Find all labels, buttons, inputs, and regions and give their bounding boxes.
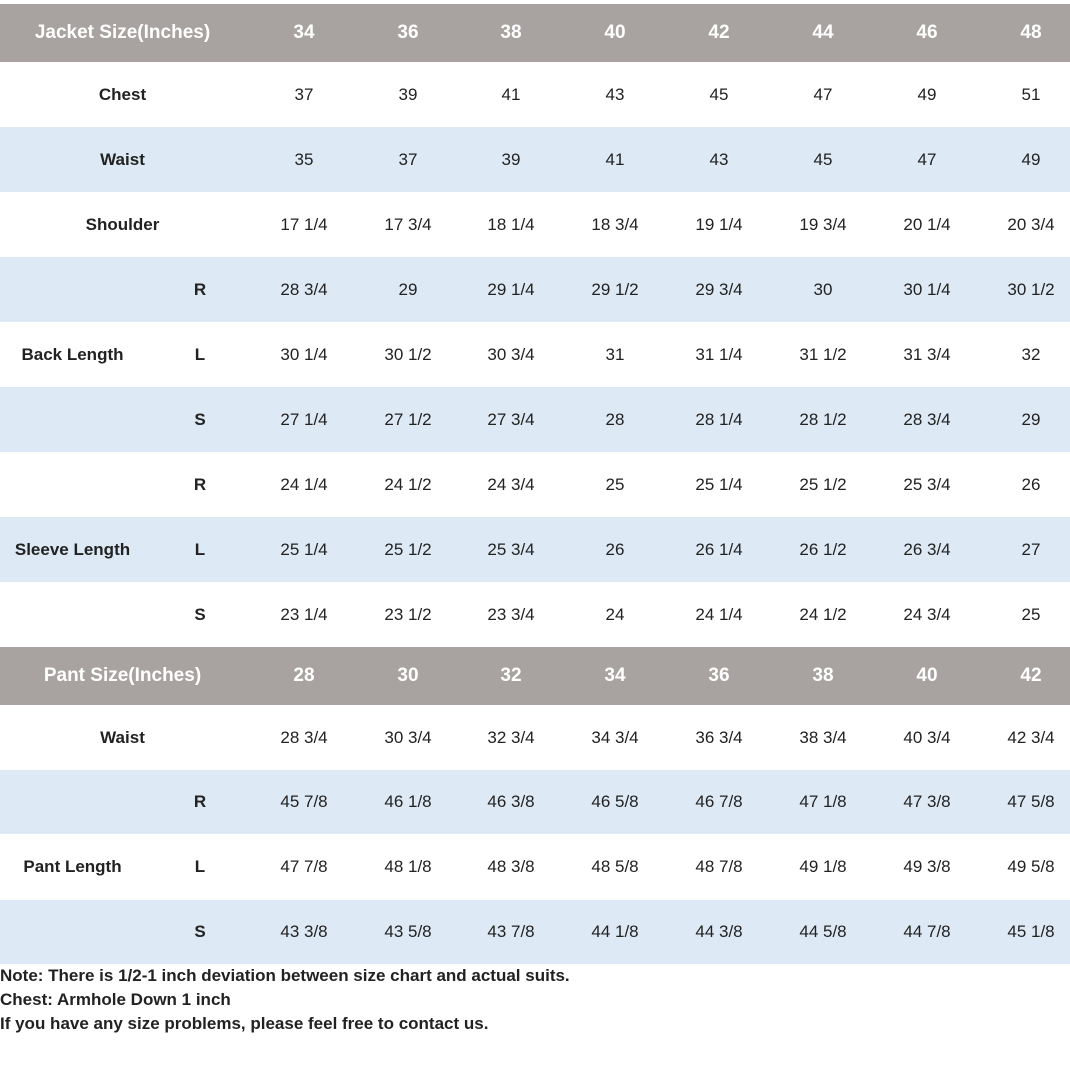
back-length-value-cell: 27 3/4 bbox=[487, 409, 535, 429]
pant-size-cell: 34 bbox=[604, 665, 626, 686]
back-length-value-cell: 30 1/2 bbox=[384, 344, 432, 364]
pant-size-cell: 32 bbox=[500, 665, 522, 686]
pant-length-value-cell: 46 7/8 bbox=[695, 792, 743, 811]
sleeve-length-fit: L bbox=[194, 539, 206, 559]
back-length-row bbox=[0, 322, 1070, 387]
pant-length-value-cell: 46 1/8 bbox=[384, 792, 432, 811]
pant-header-row bbox=[0, 647, 1070, 705]
chest-value-cell: 41 bbox=[501, 84, 521, 104]
pant-size-cell: 30 bbox=[397, 665, 419, 686]
back-length-value-cell: 32 bbox=[1021, 344, 1041, 364]
sleeve-length-value-cell: 26 bbox=[605, 539, 625, 559]
shoulder-value-cell: 19 1/4 bbox=[695, 214, 743, 234]
pant-length-fit: L bbox=[194, 857, 206, 876]
sleeve-length-fit: S bbox=[194, 604, 206, 624]
pant-size-cell: 40 bbox=[916, 665, 938, 686]
jacket-size-cell: 38 bbox=[500, 22, 522, 43]
chest-value-cell: 51 bbox=[1021, 84, 1041, 104]
back-length-value-cell: 27 1/4 bbox=[280, 409, 328, 429]
pant-size-cell: 42 bbox=[1020, 665, 1042, 686]
chest-value-cell: 37 bbox=[294, 84, 314, 104]
back-length-value-cell: 29 3/4 bbox=[695, 279, 743, 299]
shoulder-value-cell: 19 3/4 bbox=[799, 214, 847, 234]
sleeve-length-value-cell: 25 1/4 bbox=[695, 474, 743, 494]
back-length-value-cell: 28 bbox=[605, 409, 625, 429]
pant-waist-value-cell: 30 3/4 bbox=[384, 727, 432, 747]
back-length-value-cell: 29 bbox=[398, 279, 418, 299]
chest-value-cell: 47 bbox=[813, 84, 833, 104]
back-length-value-cell: 31 bbox=[605, 344, 625, 364]
pant-length-row bbox=[0, 770, 1070, 834]
shoulder-value-cell: 18 3/4 bbox=[591, 214, 639, 234]
jacket-size-cell: 42 bbox=[708, 22, 730, 43]
back-length-value-cell: 31 1/4 bbox=[695, 344, 743, 364]
sleeve-length-value-cell: 23 1/4 bbox=[280, 604, 328, 624]
jacket-size-cell: 36 bbox=[397, 22, 419, 43]
pant-length-value-cell: 47 5/8 bbox=[1007, 792, 1055, 811]
pant-length-value-cell: 48 3/8 bbox=[487, 857, 535, 876]
pant-length-value-cell: 47 7/8 bbox=[280, 857, 328, 876]
back-length-value-cell: 30 1/4 bbox=[280, 344, 328, 364]
chest-value-cell: 39 bbox=[398, 84, 418, 104]
pant-length-value-cell: 47 3/8 bbox=[903, 792, 951, 811]
sleeve-length-value-cell: 25 1/2 bbox=[799, 474, 847, 494]
chest-value-cell: 43 bbox=[605, 84, 625, 104]
chest-row bbox=[0, 62, 1070, 127]
sleeve-length-value-cell: 25 1/2 bbox=[384, 539, 432, 559]
note-contact: If you have any size problems, please feel free to contact us. bbox=[0, 1014, 489, 1033]
back-length-value-cell: 29 1/4 bbox=[487, 279, 535, 299]
sleeve-length-row bbox=[0, 517, 1070, 582]
pant-length-value-cell: 48 7/8 bbox=[695, 857, 743, 876]
jacket-waist-value-cell: 39 bbox=[501, 149, 521, 169]
shoulder-value-cell: 17 1/4 bbox=[280, 214, 328, 234]
sleeve-length-value-cell: 24 3/4 bbox=[903, 604, 951, 624]
pant-waist-value-cell: 40 3/4 bbox=[903, 727, 951, 747]
sleeve-length-value-cell: 25 bbox=[605, 474, 625, 494]
pant-length-value-cell: 49 1/8 bbox=[799, 857, 847, 876]
back-length-row bbox=[0, 257, 1070, 322]
pant-size-cell: 38 bbox=[812, 665, 834, 686]
notes bbox=[0, 964, 570, 1036]
sleeve-length-value-cell: 23 3/4 bbox=[487, 604, 535, 624]
pant-size-cell: 36 bbox=[708, 665, 730, 686]
pant-length-row bbox=[0, 835, 1070, 899]
chest-value-cell: 49 bbox=[917, 84, 937, 104]
sleeve-length-value-cell: 26 3/4 bbox=[903, 539, 951, 559]
back-length-value-cell: 28 1/2 bbox=[799, 409, 847, 429]
back-length-value-cell: 31 3/4 bbox=[903, 344, 951, 364]
sleeve-length-value-cell: 25 1/4 bbox=[280, 539, 328, 559]
sleeve-length-value-cell: 25 3/4 bbox=[487, 539, 535, 559]
pant-length-value-cell: 45 1/8 bbox=[1007, 922, 1055, 941]
pant-length-value-cell: 45 7/8 bbox=[280, 792, 328, 811]
sleeve-length-value-cell: 27 bbox=[1021, 539, 1041, 559]
chest-value-cell: 45 bbox=[709, 84, 729, 104]
back-length-label: Back Length bbox=[21, 344, 124, 364]
sleeve-length-value-cell: 25 bbox=[1021, 604, 1041, 624]
back-length-value-cell: 29 1/2 bbox=[591, 279, 639, 299]
sleeve-length-value-cell: 24 1/2 bbox=[384, 474, 432, 494]
jacket-waist-value-cell: 35 bbox=[294, 149, 314, 169]
sleeve-length-value-cell: 26 1/4 bbox=[695, 539, 743, 559]
back-length-value-cell: 30 3/4 bbox=[487, 344, 535, 364]
sleeve-length-value-cell: 25 3/4 bbox=[903, 474, 951, 494]
jacket-waist-value-cell: 49 bbox=[1021, 149, 1041, 169]
pant-length-value-cell: 44 1/8 bbox=[591, 922, 639, 941]
sleeve-length-value-cell: 24 bbox=[605, 604, 625, 624]
pant-length-value-cell: 46 5/8 bbox=[591, 792, 639, 811]
pant-length-value-cell: 48 5/8 bbox=[591, 857, 639, 876]
back-length-value-cell: 30 1/2 bbox=[1007, 279, 1055, 299]
shoulder-value-cell: 20 1/4 bbox=[903, 214, 951, 234]
jacket-waist-value-cell: 37 bbox=[398, 149, 418, 169]
pant-waist-row bbox=[0, 705, 1070, 770]
back-length-value-cell: 28 1/4 bbox=[695, 409, 743, 429]
back-length-value-cell: 28 3/4 bbox=[280, 279, 328, 299]
shoulder-row bbox=[0, 192, 1070, 257]
sleeve-length-fit: R bbox=[193, 474, 207, 494]
pant-waist-value-cell: 36 3/4 bbox=[695, 727, 743, 747]
pant-header-label: Pant Size(Inches) bbox=[43, 665, 202, 686]
pant-waist-value-cell: 32 3/4 bbox=[487, 727, 535, 747]
sleeve-length-value-cell: 23 1/2 bbox=[384, 604, 432, 624]
pant-waist-label: Waist bbox=[100, 727, 145, 747]
jacket-header-label: Jacket Size(Inches) bbox=[34, 22, 211, 43]
jacket-size-cell: 48 bbox=[1020, 22, 1042, 43]
jacket-size-cell: 40 bbox=[604, 22, 626, 43]
jacket-size-cell: 34 bbox=[293, 22, 315, 43]
pant-waist-value-cell: 28 3/4 bbox=[280, 727, 328, 747]
sleeve-length-value-cell: 24 1/4 bbox=[280, 474, 328, 494]
back-length-fit: S bbox=[194, 409, 206, 429]
shoulder-label: Shoulder bbox=[85, 214, 160, 234]
jacket-header-row bbox=[0, 4, 1070, 62]
jacket-waist-value-cell: 41 bbox=[605, 149, 625, 169]
note-chest: Chest: Armhole Down 1 inch bbox=[0, 990, 231, 1009]
pant-length-value-cell: 46 3/8 bbox=[487, 792, 535, 811]
jacket-waist-row bbox=[0, 127, 1070, 192]
chest-label: Chest bbox=[98, 84, 147, 104]
sleeve-length-label: Sleeve Length bbox=[14, 539, 131, 559]
pant-length-value-cell: 43 3/8 bbox=[280, 922, 328, 941]
jacket-waist-value-cell: 47 bbox=[917, 149, 937, 169]
pant-length-row bbox=[0, 900, 1070, 964]
back-length-value-cell: 31 1/2 bbox=[799, 344, 847, 364]
pant-length-value-cell: 44 3/8 bbox=[695, 922, 743, 941]
pant-length-value-cell: 44 5/8 bbox=[799, 922, 847, 941]
pant-length-value-cell: 43 5/8 bbox=[384, 922, 432, 941]
sleeve-length-value-cell: 26 bbox=[1021, 474, 1041, 494]
back-length-value-cell: 30 bbox=[813, 279, 833, 299]
back-length-fit: R bbox=[193, 279, 207, 299]
sleeve-length-value-cell: 26 1/2 bbox=[799, 539, 847, 559]
note-deviation: Note: There is 1/2-1 inch deviation between size chart and actual suits. bbox=[0, 966, 570, 985]
jacket-waist-value-cell: 43 bbox=[709, 149, 729, 169]
back-length-value-cell: 27 1/2 bbox=[384, 409, 432, 429]
sleeve-length-value-cell: 24 3/4 bbox=[487, 474, 535, 494]
jacket-size-cell: 44 bbox=[812, 22, 834, 43]
back-length-value-cell: 28 3/4 bbox=[903, 409, 951, 429]
jacket-waist-value-cell: 45 bbox=[813, 149, 833, 169]
sleeve-length-row bbox=[0, 582, 1070, 647]
back-length-fit: L bbox=[194, 344, 206, 364]
shoulder-value-cell: 17 3/4 bbox=[384, 214, 432, 234]
jacket-size-cell: 46 bbox=[916, 22, 938, 43]
sleeve-length-row bbox=[0, 452, 1070, 517]
pant-length-fit: R bbox=[193, 792, 207, 811]
sleeve-length-value-cell: 24 1/4 bbox=[695, 604, 743, 624]
pant-waist-value-cell: 34 3/4 bbox=[591, 727, 639, 747]
pant-length-value-cell: 44 7/8 bbox=[903, 922, 951, 941]
shoulder-value-cell: 20 3/4 bbox=[1007, 214, 1055, 234]
sleeve-length-value-cell: 24 1/2 bbox=[799, 604, 847, 624]
jacket-waist-label: Waist bbox=[100, 149, 145, 169]
back-length-value-cell: 30 1/4 bbox=[903, 279, 951, 299]
pant-length-label: Pant Length bbox=[23, 857, 122, 876]
back-length-value-cell: 29 bbox=[1021, 409, 1041, 429]
pant-length-value-cell: 47 1/8 bbox=[799, 792, 847, 811]
pant-length-value-cell: 48 1/8 bbox=[384, 857, 432, 876]
pant-waist-value-cell: 42 3/4 bbox=[1007, 727, 1055, 747]
pant-length-value-cell: 49 5/8 bbox=[1007, 857, 1055, 876]
pant-length-value-cell: 49 3/8 bbox=[903, 857, 951, 876]
back-length-row bbox=[0, 387, 1070, 452]
pant-length-fit: S bbox=[194, 922, 206, 941]
pant-waist-value-cell: 38 3/4 bbox=[799, 727, 847, 747]
shoulder-value-cell: 18 1/4 bbox=[487, 214, 535, 234]
pant-length-value-cell: 43 7/8 bbox=[487, 922, 535, 941]
pant-size-cell: 28 bbox=[293, 665, 315, 686]
